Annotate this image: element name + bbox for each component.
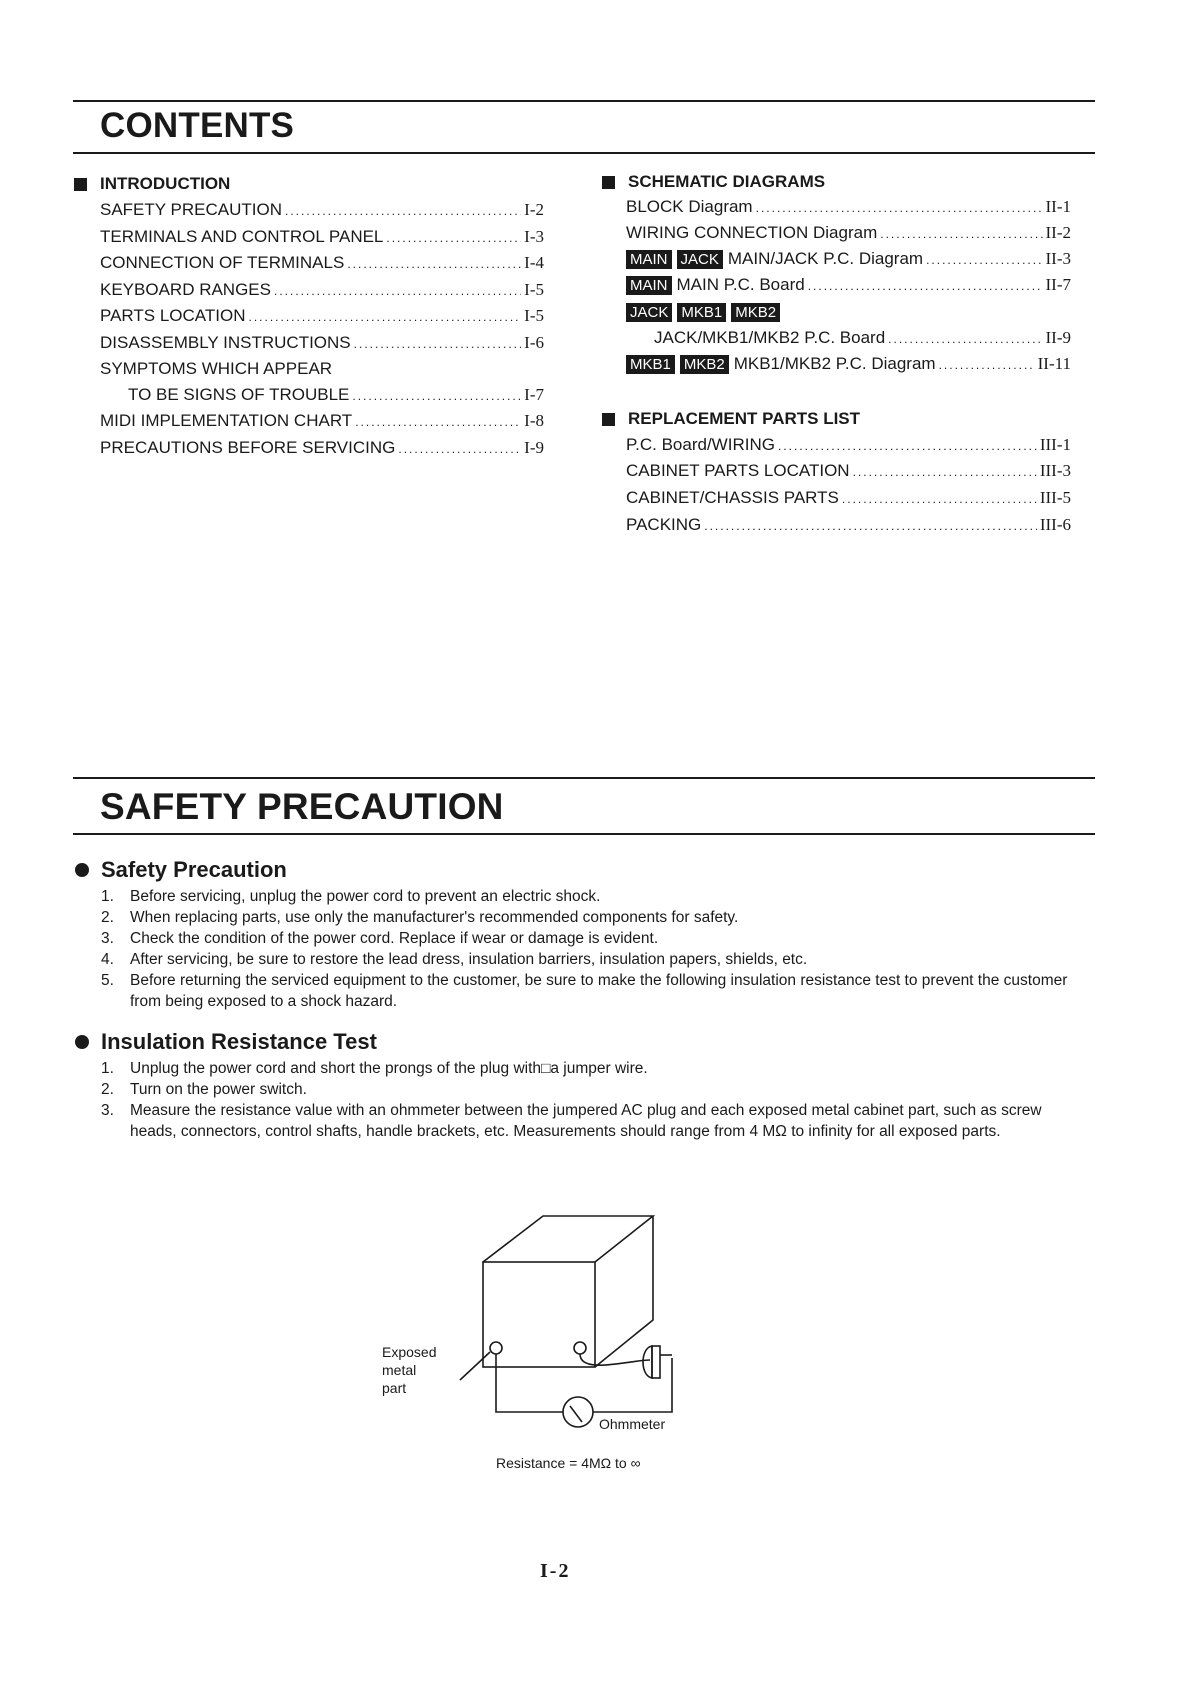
screw-left	[490, 1342, 502, 1354]
board-tag-main: MAIN	[626, 276, 672, 295]
round-bullet-icon	[75, 863, 89, 877]
toc-entry-terminals-control-panel[interactable]: TERMINALS AND CONTROL PANEL ..... I-3	[100, 227, 544, 247]
board-tag-mkb1: MKB1	[626, 355, 675, 374]
toc-entry-pc-board-wiring[interactable]: P.C. Board/WIRING ..... III-1	[626, 435, 1071, 455]
toc-jack-tags	[626, 302, 785, 322]
toc-entry-parts-location[interactable]: PARTS LOCATION ..... I-5	[100, 306, 544, 326]
toc-entry-precautions-before-servicing[interactable]: PRECAUTIONS BEFORE SERVICING ..... I-9	[100, 438, 544, 458]
toc-entry-main-jack-diagram[interactable]: MAIN JACK MAIN/JACK P.C. Diagram ..... II-3	[626, 249, 1071, 269]
toc-entry-midi-implementation[interactable]: MIDI IMPLEMENTATION CHART ..... I-8	[100, 411, 544, 431]
toc-entry-disassembly-instructions[interactable]: DISASSEMBLY INSTRUCTIONS ..... I-6	[100, 333, 544, 353]
board-tag-mkb2: MKB2	[680, 355, 729, 374]
cabinet-front	[483, 1262, 595, 1367]
screw-right	[574, 1342, 586, 1354]
jumper-wire	[580, 1354, 650, 1365]
schematic-heading: SCHEMATIC DIAGRAMS	[602, 172, 825, 192]
precaution-item-3: 3. Check the condition of the power cord. Replace if wear or damage is evident.	[101, 930, 659, 947]
board-tag-mkb1: MKB1	[677, 303, 726, 322]
insulation-item-3: 3. Measure the resistance value with an ohmmeter between the jumpered AC plug and each exposed metal cabinet part, such as screw heads, connectors, control shafts, handle brackets, etc. Measurements should range from 4 MΩ to infinity for all exposed parts.	[101, 1102, 1042, 1140]
replacement-heading: REPLACEMENT PARTS LIST	[602, 409, 860, 429]
contents-bottom-rule	[73, 152, 1095, 154]
toc-entry-keyboard-ranges[interactable]: KEYBOARD RANGES ..... I-5	[100, 280, 544, 300]
toc-entry-block-diagram[interactable]: BLOCK Diagram ..... II-1	[626, 197, 1071, 217]
square-bullet-icon	[602, 413, 615, 426]
round-bullet-icon	[75, 1035, 89, 1049]
toc-entry-wiring-connection[interactable]: WIRING CONNECTION Diagram ..... II-2	[626, 223, 1071, 243]
board-tag-jack: JACK	[626, 303, 672, 322]
precaution-item-4: 4. After servicing, be sure to restore the lead dress, insulation barriers, insulation papers, shields, etc.	[101, 951, 808, 968]
square-bullet-icon	[602, 176, 615, 189]
toc-entry-cabinet-parts-location[interactable]: CABINET PARTS LOCATION ..... III-3	[626, 461, 1071, 481]
contents-title: CONTENTS	[100, 106, 295, 145]
exposed-metal-part-label: Exposed metal part	[382, 1344, 437, 1396]
precaution-item-1: 1. Before servicing, unplug the power cord to prevent an electric shock.	[101, 888, 601, 905]
lead-left	[496, 1354, 563, 1412]
toc-entry-connection-of-terminals[interactable]: CONNECTION OF TERMINALS ..... I-4	[100, 253, 544, 273]
introduction-heading: INTRODUCTION	[74, 174, 230, 194]
contents-top-rule	[73, 100, 1095, 102]
ohmmeter-dial	[563, 1397, 593, 1427]
board-tag-mkb2: MKB2	[731, 303, 780, 322]
page-number: I-2	[540, 1560, 571, 1582]
toc-entry-signs-of-trouble[interactable]: TO BE SIGNS OF TROUBLE ..... I-7	[128, 385, 544, 405]
square-bullet-icon	[74, 178, 87, 191]
precaution-item-2: 2. When replacing parts, use only the manufacturer's recommended components for safety.	[101, 909, 739, 926]
cabinet-top	[483, 1216, 653, 1262]
safety-precaution-heading: Safety Precaution	[75, 857, 287, 883]
toc-entry-packing[interactable]: PACKING ..... III-6	[626, 515, 1071, 535]
insulation-item-1: 1. Unplug the power cord and short the prongs of the plug with□a jumper wire.	[101, 1060, 648, 1077]
ac-plug	[643, 1346, 652, 1378]
board-tag-jack: JACK	[677, 250, 723, 269]
board-tag-main: MAIN	[626, 250, 672, 269]
lead-right	[593, 1388, 672, 1412]
insulation-test-heading: Insulation Resistance Test	[75, 1029, 377, 1055]
toc-entry-cabinet-chassis-parts[interactable]: CABINET/CHASSIS PARTS ..... III-5	[626, 488, 1071, 508]
toc-entry-main-board[interactable]: MAIN MAIN P.C. Board ..... II-7	[626, 275, 1071, 295]
insulation-item-2: 2. Turn on the power switch.	[101, 1081, 307, 1098]
plug-body	[652, 1346, 660, 1378]
safety-bottom-rule	[73, 833, 1095, 835]
resistance-caption: Resistance = 4MΩ to ∞	[496, 1455, 641, 1471]
precaution-item-5: 5. Before returning the serviced equipment to the customer, be sure to make the following insulation resistance test to prevent the customer from being exposed to a shock hazard.	[101, 972, 1068, 1010]
toc-entry-safety-precaution[interactable]: SAFETY PRECAUTION ..... I-2	[100, 200, 544, 220]
toc-symptoms-line: SYMPTOMS WHICH APPEAR	[100, 359, 333, 378]
ohmmeter-label: Ohmmeter	[599, 1416, 666, 1432]
toc-entry-mkb-diagram[interactable]: MKB1 MKB2 MKB1/MKB2 P.C. Diagram ..... II-11	[626, 354, 1071, 374]
safety-top-rule	[73, 777, 1095, 779]
toc-entry-jack-mkb-board[interactable]: JACK/MKB1/MKB2 P.C. Board ..... II-9	[654, 328, 1071, 348]
insulation-test-diagram	[382, 1210, 710, 1475]
safety-title: SAFETY PRECAUTION	[100, 786, 504, 827]
